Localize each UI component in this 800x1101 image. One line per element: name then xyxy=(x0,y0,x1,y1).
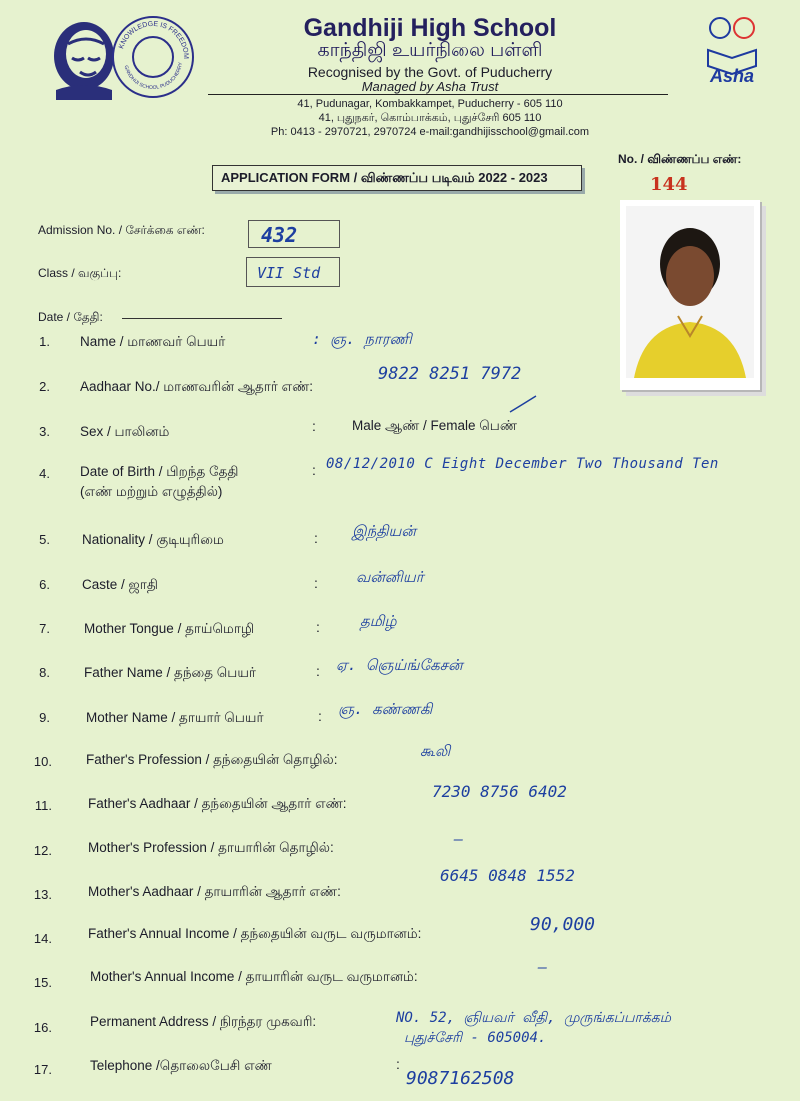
field-value-father-name[interactable]: ஏ. ஞெய்ங்கேசன் xyxy=(336,656,463,674)
field-number: 8. xyxy=(39,665,50,680)
colon: : xyxy=(312,462,316,478)
field-number: 16. xyxy=(33,1020,52,1035)
field-label-nationality: Nationality / குடியுரிமை xyxy=(82,532,224,547)
field-label-father-name: Father Name / தந்தை பெயர் xyxy=(84,665,256,680)
field-value-father-income[interactable]: 90,000 xyxy=(530,914,596,935)
field-number: 14. xyxy=(33,931,52,946)
field-number: 5. xyxy=(39,532,50,547)
colon: : xyxy=(396,1056,400,1072)
address-english: 41, Pudunagar, Kombakkampet, Puducherry - 605 110 xyxy=(297,98,563,110)
address-tamil: 41, புதுநகர், கொம்பாக்கம், புதுச்சேரி 605 110 xyxy=(318,112,542,124)
field-value-aadhaar[interactable]: 9822 8251 7972 xyxy=(378,364,522,384)
field-label-mother-profession: Mother's Profession / தாயாரின் தொழில்: xyxy=(88,840,334,855)
asha-logo-text: Asha xyxy=(709,66,754,86)
field-value-dob[interactable]: 08/12/2010 C Eight December Two Thousand Ten xyxy=(326,456,719,472)
field-value-telephone[interactable]: 9087162508 xyxy=(406,1068,515,1089)
colon: : xyxy=(318,708,322,724)
field-number: 12. xyxy=(33,843,52,858)
field-label-mother-income: Mother's Annual Income / தாயாரின் வருட வருமானம்: xyxy=(90,969,418,984)
field-label-telephone: Telephone /தொலைபேசி எண் xyxy=(90,1058,272,1073)
field-label-mother-aadhaar: Mother's Aadhaar / தாயாரின் ஆதார் எண்: xyxy=(88,884,341,899)
field-number: 10. xyxy=(33,754,52,769)
field-value-sex[interactable]: Male ஆண் / Female பெண் xyxy=(352,418,518,433)
seal-bottom-text: GANDHIJI SCHOOL PUDUCHERRY xyxy=(122,61,184,92)
field-label-mother-name: Mother Name / தாயார் பெயர் xyxy=(86,710,264,725)
field-value-caste[interactable]: வன்னியர் xyxy=(356,568,424,586)
colon: : xyxy=(314,530,318,546)
field-value-mother-profession[interactable]: – xyxy=(454,830,464,848)
admission-number-field[interactable] xyxy=(248,220,340,248)
field-value-mother-aadhaar[interactable]: 6645 0848 1552 xyxy=(440,866,575,885)
class-value: VII Std xyxy=(257,264,321,282)
field-value-address-line2[interactable]: புதுச்சேரி - 605004. xyxy=(404,1030,547,1046)
field-number: 3. xyxy=(39,424,50,439)
form-number-label: No. / விண்ணப்ப எண்: xyxy=(618,152,742,166)
field-label-caste: Caste / ஜாதி xyxy=(82,577,158,592)
school-address xyxy=(200,97,660,139)
field-value-mother-tongue[interactable]: தமிழ் xyxy=(360,612,397,630)
field-value-father-aadhaar[interactable]: 7230 8756 6402 xyxy=(432,782,567,801)
colon: : xyxy=(316,619,320,635)
contact-line: Ph: 0413 - 2970721, 2970724 e-mail:gandhijisschool@gmail.com xyxy=(270,126,590,138)
colon: : xyxy=(316,663,320,679)
field-number: 1. xyxy=(39,334,50,349)
field-number: 11. xyxy=(34,798,52,813)
tick-mark-icon xyxy=(508,394,538,416)
field-label-sex: Sex / பாலினம் xyxy=(80,424,170,439)
class-label: Class / வகுப்பு: xyxy=(38,266,122,280)
field-number: 2. xyxy=(39,379,50,394)
date-field[interactable] xyxy=(122,318,282,319)
seal-text-ring xyxy=(112,16,194,98)
svg-text:KNOWLEDGE IS FREEDOM xyxy=(118,21,189,59)
date-label: Date / தேதி: xyxy=(38,310,103,324)
seal-motto: KNOWLEDGE IS FREEDOM xyxy=(118,20,190,59)
form-number-value: 144 xyxy=(650,174,688,195)
field-value-name[interactable]: : ஞ. நாரணி xyxy=(312,330,412,348)
colon: : xyxy=(314,575,318,591)
field-label-dob-sub: (எண் மற்றும் எழுத்தில்) xyxy=(80,484,223,499)
field-number: 17. xyxy=(33,1062,52,1077)
school-name-tamil: காந்திஜி உயர்நிலை பள்ளி xyxy=(317,40,543,61)
recognition-line: Recognised by the Govt. of Puducherry xyxy=(307,64,553,80)
field-label-mother-tongue: Mother Tongue / தாய்மொழி xyxy=(84,621,255,636)
field-label-father-aadhaar: Father's Aadhaar / தந்தையின் ஆதார் எண்: xyxy=(88,796,347,811)
field-value-nationality[interactable]: இந்தியன் xyxy=(352,522,416,540)
admission-label: Admission No. / சேர்க்கை எண்: xyxy=(38,223,205,237)
class-field[interactable] xyxy=(246,257,340,287)
field-number: 9. xyxy=(39,710,50,725)
svg-text:GANDHIJI SCHOOL PUDUCHERRY xyxy=(123,61,184,91)
application-form-title: APPLICATION FORM / விண்ணப்ப படிவம் 2022 - 2023 xyxy=(212,165,582,191)
field-label-address: Permanent Address / நிரந்தர முகவரி: xyxy=(90,1014,317,1029)
field-label-father-profession: Father's Profession / தந்தையின் தொழில்: xyxy=(86,752,338,767)
admission-number-value: 432 xyxy=(261,223,298,247)
field-label-dob: Date of Birth / பிறந்த தேதி xyxy=(80,464,239,479)
field-label-father-income: Father's Annual Income / தந்தையின் வருட வருமானம்: xyxy=(88,926,422,941)
field-value-father-profession[interactable]: கூலி xyxy=(420,742,451,760)
school-name: Gandhiji High School xyxy=(303,14,557,42)
field-number: 13. xyxy=(33,887,52,902)
field-label-name: Name / மாணவர் பெயர் xyxy=(80,334,226,349)
field-number: 15. xyxy=(33,975,52,990)
field-number: 4. xyxy=(39,466,50,481)
field-number: 7. xyxy=(39,621,50,636)
field-label-aadhaar: Aadhaar No./ மாணவரின் ஆதார் எண்: xyxy=(80,379,314,394)
field-number: 6. xyxy=(39,577,50,592)
field-value-mother-income[interactable]: – xyxy=(538,958,548,976)
colon: : xyxy=(312,418,316,434)
student-photo xyxy=(626,206,754,378)
field-value-address-line1[interactable]: NO. 52, ஞியவர் வீதி, முருங்கப்பாக்கம் xyxy=(396,1010,672,1026)
field-value-mother-name[interactable]: ஞ. கண்ணகி xyxy=(338,700,433,718)
managed-by: Managed by Asha Trust xyxy=(361,79,499,94)
header-divider xyxy=(208,94,668,95)
